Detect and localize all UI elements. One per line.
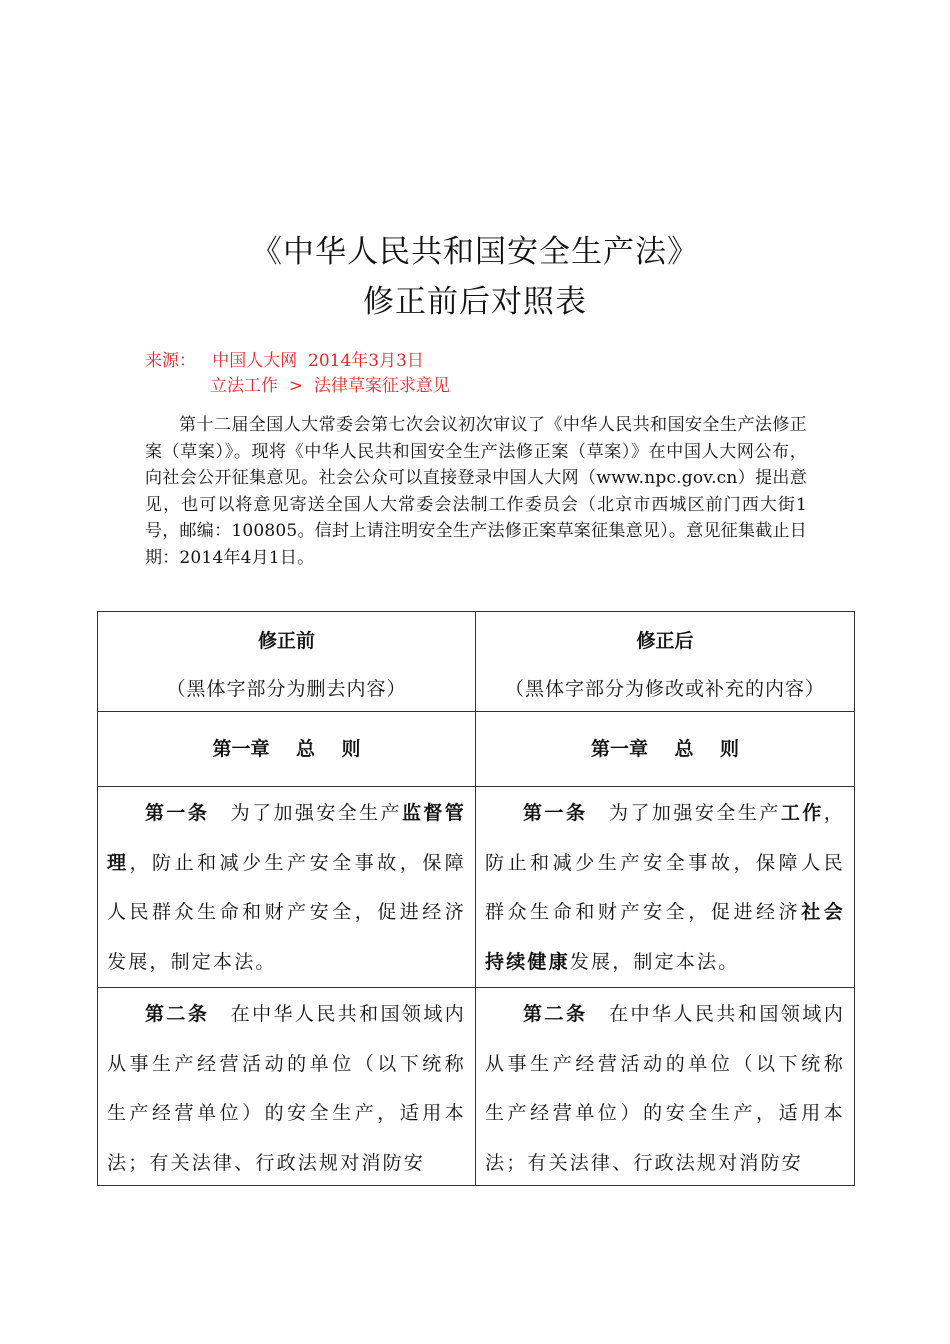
article-text: ，防止和减少生产安全事故，保障人民群众生命和财产安全，促进经济发展，制定本法。 <box>107 851 466 973</box>
article2-after <box>476 988 855 1186</box>
table-header-row <box>98 612 855 712</box>
chapter-before: 第一章 总 则 <box>98 712 476 787</box>
article-label: 第一条 <box>145 802 210 824</box>
article-text: 为了加强安全生产 <box>230 802 402 824</box>
article2-before <box>98 988 476 1186</box>
article-text: 发展，制定本法。 <box>569 950 740 973</box>
header-before-note: （黑体字部分为删去内容） <box>166 678 407 700</box>
header-after-title: 修正后 <box>636 630 694 652</box>
source-category: 立法工作 > 法律草案征求意见 <box>210 376 450 396</box>
document-title-line1: 《中华人民共和国安全生产法》 <box>251 234 699 270</box>
article1-after <box>476 787 855 988</box>
source-line: 来源： 中国人大网 2014年3月3日 <box>145 351 424 371</box>
table-row <box>98 787 855 988</box>
article-text: 在中华人民共和国领域内从事生产经营活动的单位（以下统称生产经营单位）的安全生产，适用本法；有关法律、行政法规对消防安 <box>107 1003 466 1174</box>
article-label: 第二条 <box>145 1003 210 1025</box>
header-after <box>476 612 855 712</box>
chapter-after: 第一章 总 则 <box>476 712 855 787</box>
article-label: 第二条 <box>523 1003 588 1025</box>
article-text: ，防止和减少生产安全事故，保障人民群众生命和财产安全，促进经济 <box>485 802 845 923</box>
header-after-note: （黑体字部分为修改或补充的内容） <box>504 678 825 700</box>
article-label: 第一条 <box>523 802 588 824</box>
document-title-line2: 修正前后对照表 <box>363 284 587 320</box>
added-text: 工作 <box>780 802 824 824</box>
article1-before <box>98 787 476 988</box>
comparison-table <box>97 611 855 1186</box>
added-text: 社会持续健康 <box>485 901 845 973</box>
header-before <box>98 612 476 712</box>
chapter-row <box>98 712 855 787</box>
table-row <box>98 988 855 1186</box>
header-before-title: 修正前 <box>257 630 315 652</box>
article-text: 在中华人民共和国领域内从事生产经营活动的单位（以下统称生产经营单位）的安全生产，适用本法；有关法律、行政法规对消防安 <box>485 1003 845 1174</box>
article-text: 为了加强安全生产 <box>608 802 781 824</box>
deleted-text: 监督管理 <box>107 802 466 874</box>
intro-paragraph: 第十二届全国人大常委会第七次会议初次审议了《中华人民共和国安全生产法修正案（草案）》。现将《中华人民共和国安全生产法修正案（草案）》在中国人大网公布，向社会公开征集意见。社会公众可以直接登录中国人大网（www.npc.gov.cn）提出意见，也可以将意见寄送全国人大常委会法制工作委员会（北京市西城区前门西大街1号，邮编：100805。信封上请注明安全生产法修正案草案征集意见）。意见征集截止日期：2014年4月1日。 <box>145 415 808 568</box>
